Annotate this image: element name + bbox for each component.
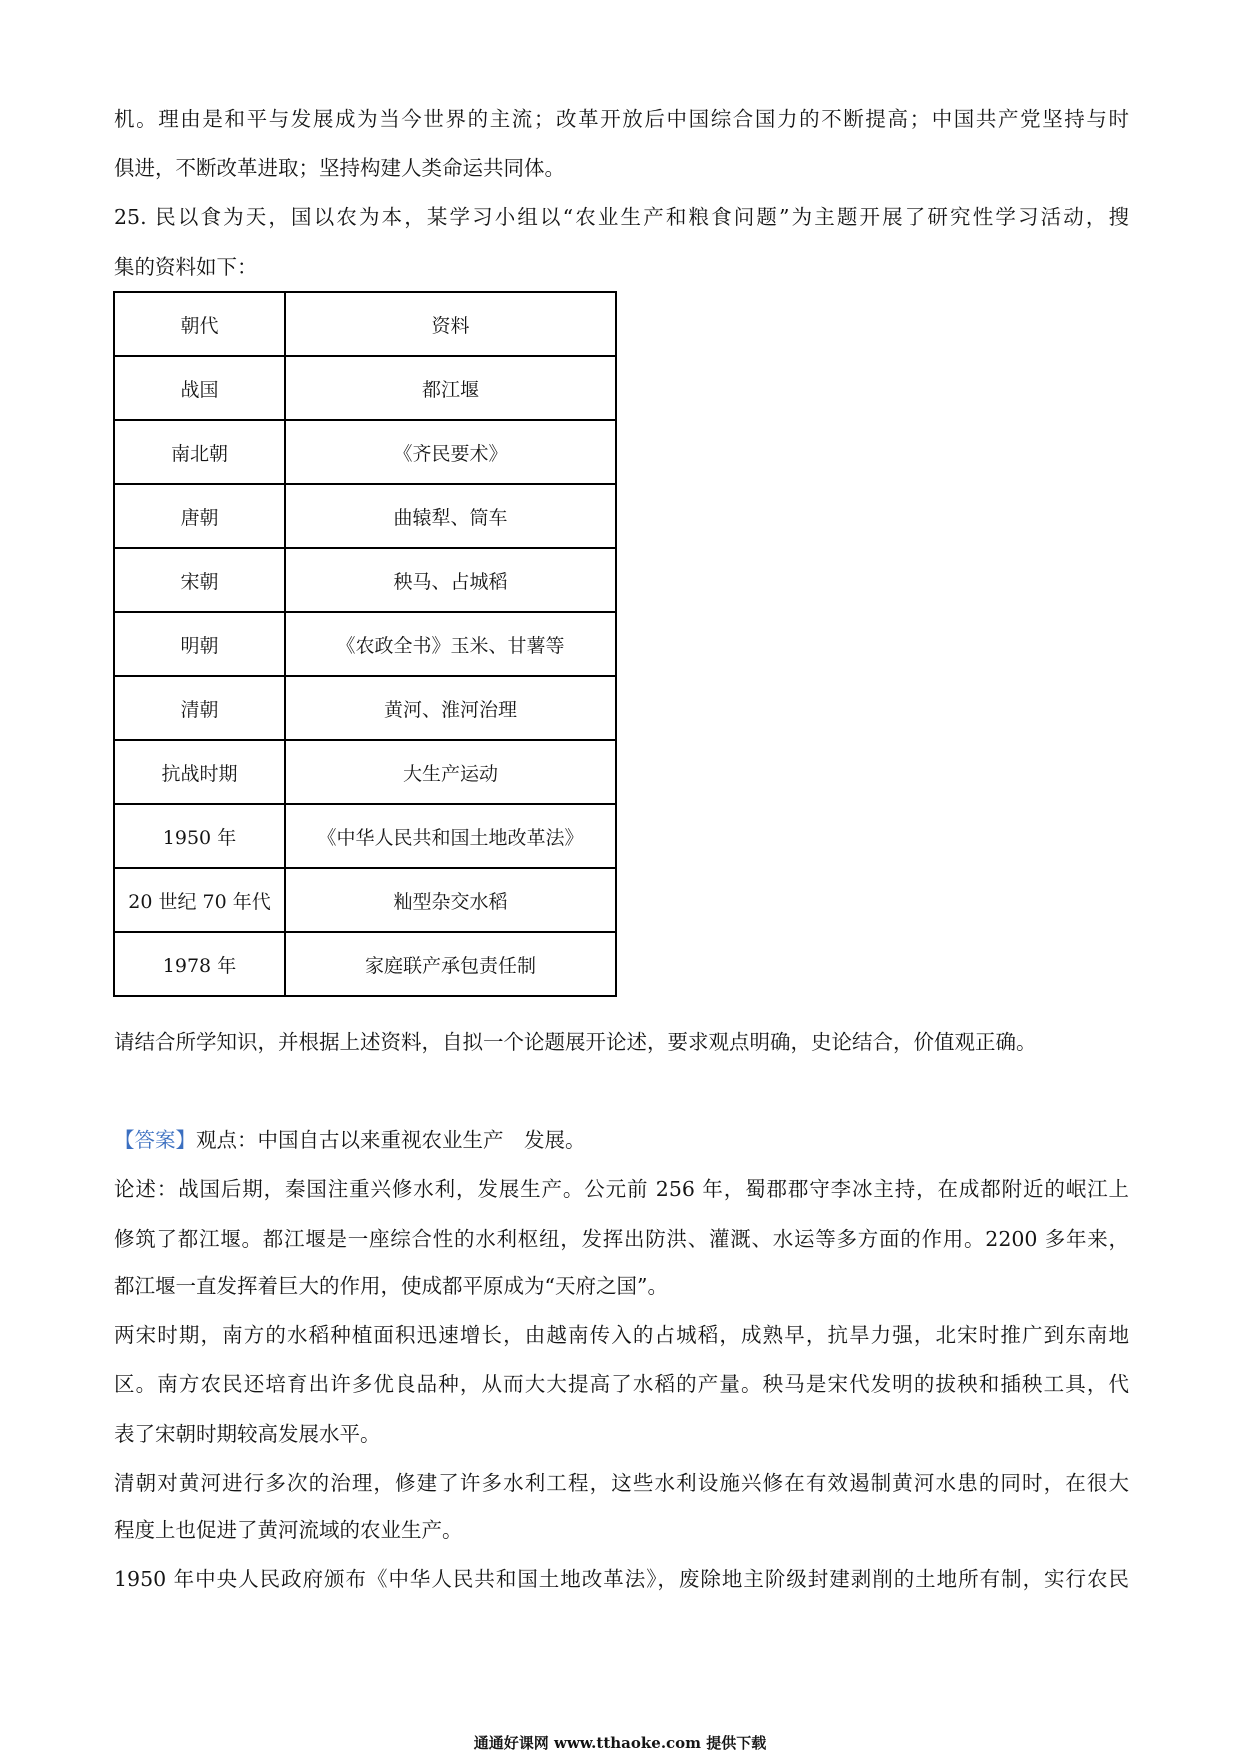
answer-viewpoint: 观点：中国自古以来重视农业生产 发展。 bbox=[196, 1128, 586, 1152]
table-row bbox=[114, 676, 616, 740]
table-cell-dynasty: 1978 年 bbox=[114, 932, 285, 996]
table-row bbox=[114, 612, 616, 676]
discussion-line: 都江堰一直发挥着巨大的作用，使成都平原成为“天府之国”。 bbox=[114, 1274, 668, 1298]
table-header-cell: 朝代 bbox=[114, 292, 285, 356]
table-row bbox=[114, 484, 616, 548]
table-cell-dynasty: 战国 bbox=[114, 356, 285, 420]
table-header-cell: 资料 bbox=[285, 292, 616, 356]
materials-table bbox=[113, 291, 617, 997]
table-row bbox=[114, 356, 616, 420]
table-cell-dynasty: 南北朝 bbox=[114, 420, 285, 484]
table-cell-dynasty: 明朝 bbox=[114, 612, 285, 676]
discussion-line: 表了宋朝时期较高发展水平。 bbox=[114, 1422, 381, 1446]
table-cell-dynasty: 宋朝 bbox=[114, 548, 285, 612]
table-cell-dynasty: 20 世纪 70 年代 bbox=[114, 868, 285, 932]
question-stem-line: 25. 民以食为天，国以农为本，某学习小组以“农业生产和粮食问题”为主题开展了研究性学习活动，搜 bbox=[114, 205, 1129, 229]
page-footer: 通通好课网 www.tthaoke.com 提供下载 bbox=[473, 1734, 767, 1752]
table-cell-material: 《农政全书》玉米、甘薯等 bbox=[285, 612, 616, 676]
table-cell-dynasty: 抗战时期 bbox=[114, 740, 285, 804]
table-cell-dynasty: 清朝 bbox=[114, 676, 285, 740]
answer-line bbox=[114, 1124, 1129, 1156]
table-cell-material: 秧马、占城稻 bbox=[285, 548, 616, 612]
text-line: 俱进，不断改革进取；坚持构建人类命运共同体。 bbox=[114, 156, 565, 180]
table-cell-material: 大生产运动 bbox=[285, 740, 616, 804]
question-prompt-line: 请结合所学知识，并根据上述资料，自拟一个论题展开论述，要求观点明确，史论结合，价值观正确。 bbox=[114, 1030, 1037, 1054]
table-row bbox=[114, 420, 616, 484]
discussion-line: 程度上也促进了黄河流域的农业生产。 bbox=[114, 1518, 463, 1542]
table-row bbox=[114, 868, 616, 932]
table-cell-material: 籼型杂交水稻 bbox=[285, 868, 616, 932]
table-cell-dynasty: 1950 年 bbox=[114, 804, 285, 868]
question-stem-line: 集的资料如下： bbox=[114, 255, 258, 279]
table-row bbox=[114, 932, 616, 996]
table-cell-material: 黄河、淮河治理 bbox=[285, 676, 616, 740]
table-row bbox=[114, 740, 616, 804]
table-cell-material: 家庭联产承包责任制 bbox=[285, 932, 616, 996]
discussion-line: 两宋时期，南方的水稻种植面积迅速增长，由越南传入的占城稻，成熟早，抗旱力强，北宋时推广到东南地 bbox=[114, 1323, 1129, 1347]
discussion-line: 区。南方农民还培育出许多优良品种，从而大大提高了水稻的产量。秧马是宋代发明的拔秧和插秧工具，代 bbox=[114, 1372, 1129, 1396]
table-cell-material: 曲辕犁、筒车 bbox=[285, 484, 616, 548]
table-cell-material: 《齐民要术》 bbox=[285, 420, 616, 484]
text-line: 机。理由是和平与发展成为当今世界的主流；改革开放后中国综合国力的不断提高；中国共产党坚持与时 bbox=[114, 107, 1129, 131]
table-cell-dynasty: 唐朝 bbox=[114, 484, 285, 548]
discussion-line: 清朝对黄河进行多次的治理，修建了许多水利工程，这些水利设施兴修在有效遏制黄河水患的同时，在很大 bbox=[114, 1471, 1129, 1495]
discussion-line: 论述：战国后期，秦国注重兴修水利，发展生产。公元前 256 年，蜀郡郡守李冰主持，在成都附近的岷江上 bbox=[114, 1177, 1129, 1201]
discussion-line: 修筑了都江堰。都江堰是一座综合性的水利枢纽，发挥出防洪、灌溉、水运等多方面的作用。2200 多年来， bbox=[114, 1227, 1129, 1251]
table-header-row bbox=[114, 292, 616, 356]
discussion-line: 1950 年中央人民政府颁布《中华人民共和国土地改革法》，废除地主阶级封建剥削的土地所有制，实行农民 bbox=[114, 1567, 1129, 1591]
table-cell-material: 《中华人民共和国土地改革法》 bbox=[285, 804, 616, 868]
answer-label: 【答案】 bbox=[114, 1128, 196, 1152]
table-row bbox=[114, 804, 616, 868]
table-row bbox=[114, 548, 616, 612]
table-cell-material: 都江堰 bbox=[285, 356, 616, 420]
